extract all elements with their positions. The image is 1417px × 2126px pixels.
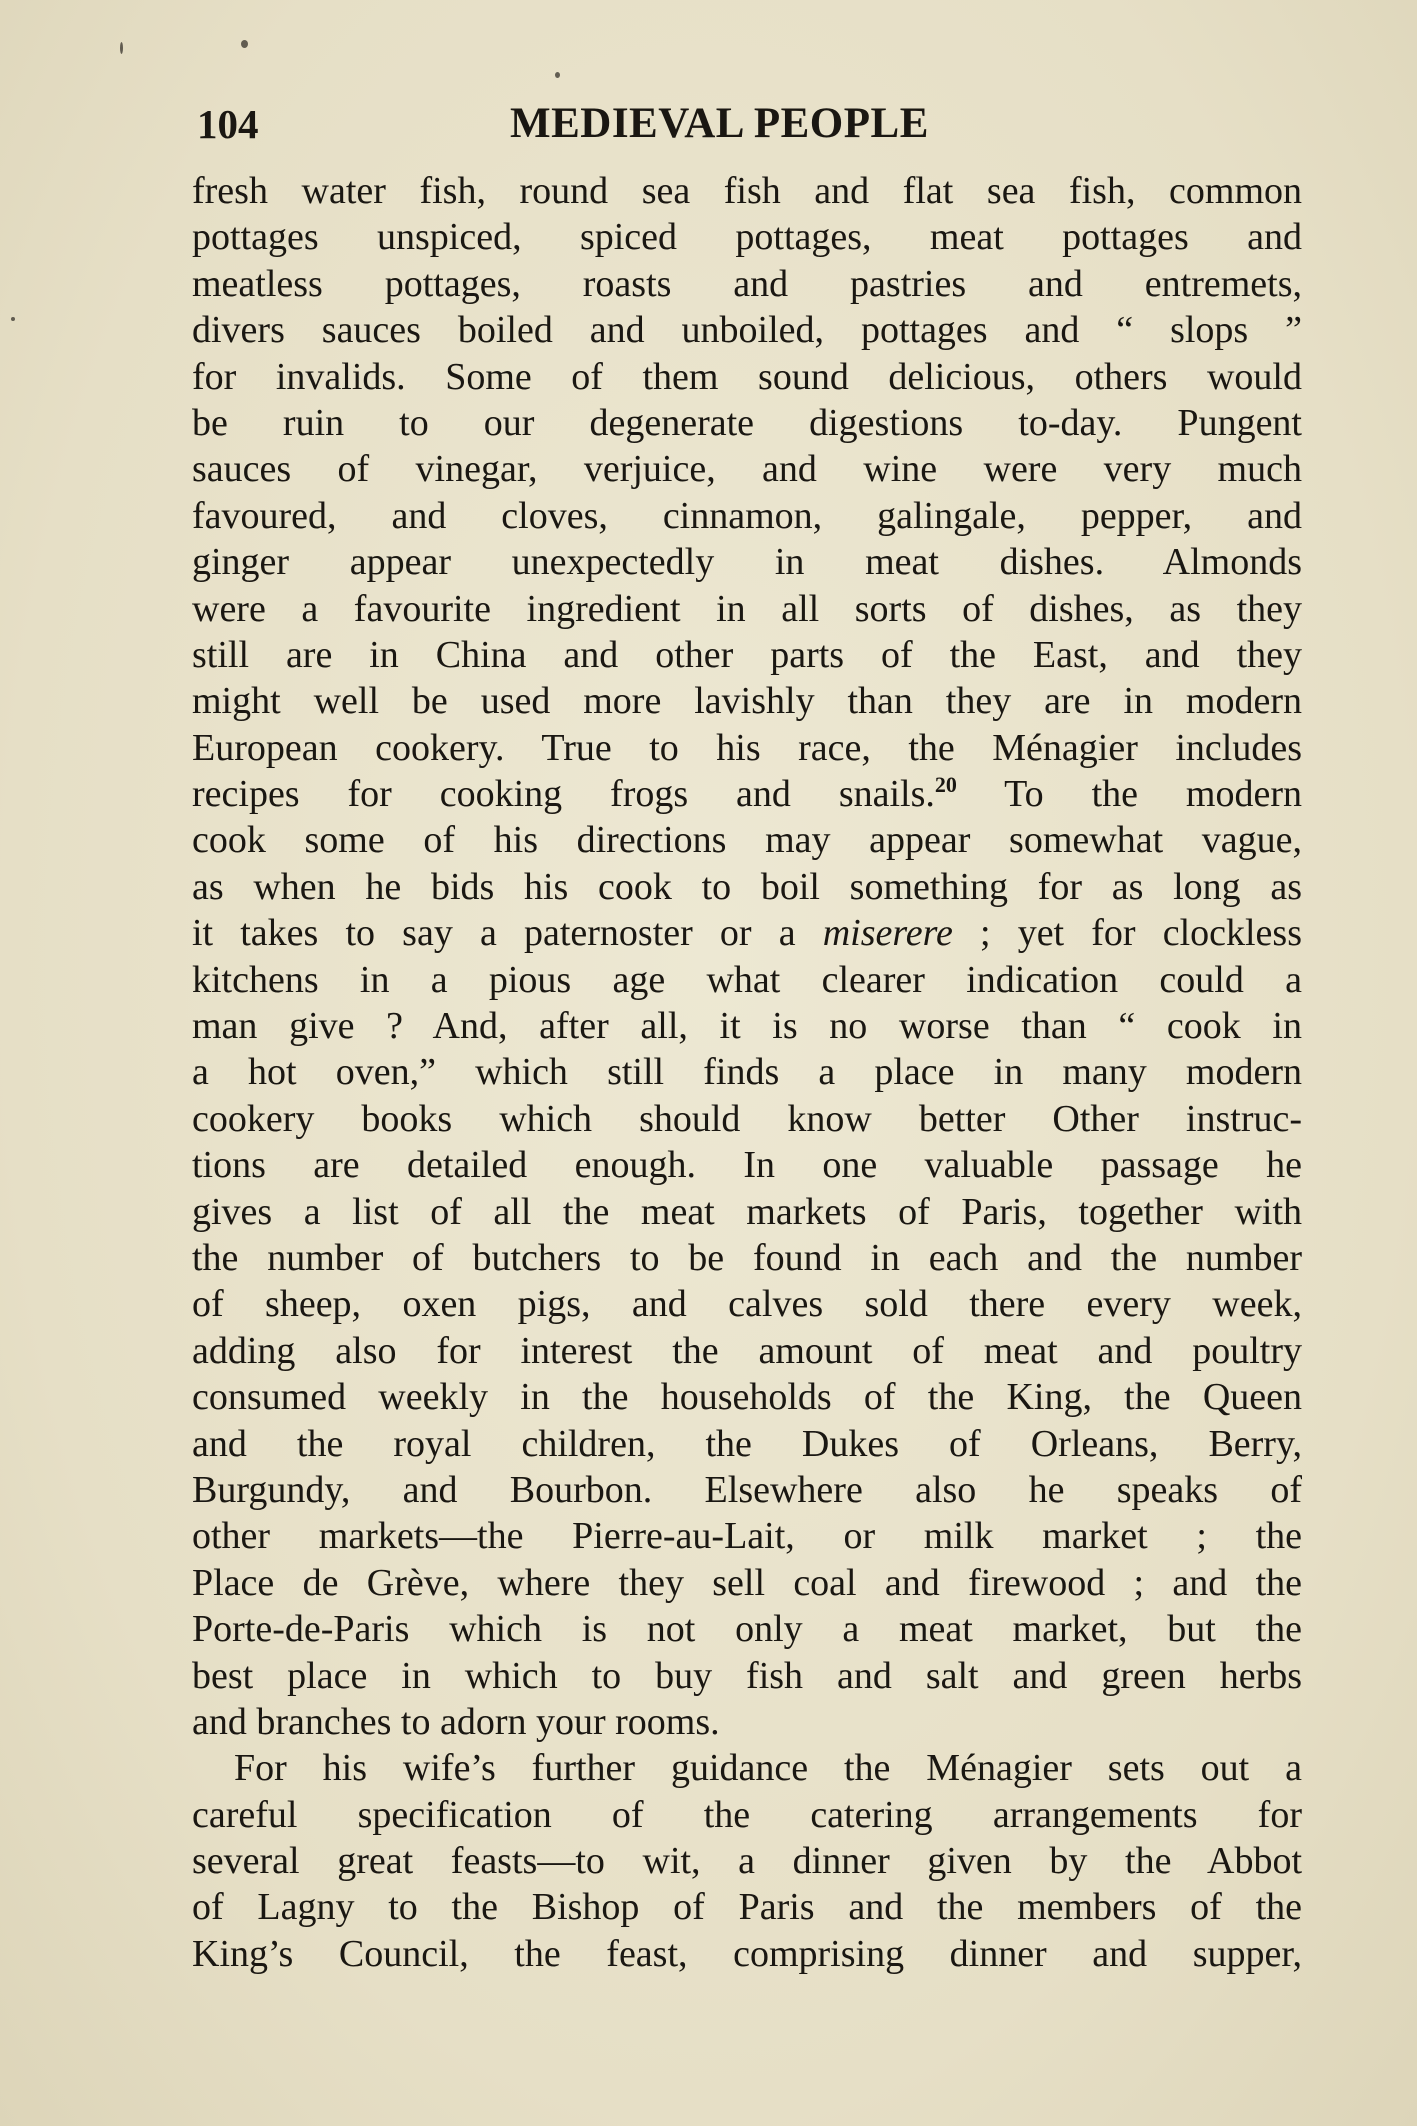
text-line-content: tions are detailed enough. In one valuable passage he	[192, 1144, 1302, 1187]
running-title: MEDIEVAL PEOPLE	[510, 100, 929, 147]
text-line-content: and the royal children, the Dukes of Orleans, Berry,	[192, 1422, 1302, 1465]
ink-speck	[120, 42, 123, 54]
text-line	[192, 1281, 1302, 1327]
page-number: 104	[197, 101, 259, 147]
text-line	[192, 632, 1302, 678]
text-line-content: meatless pottages, roasts and pastries and entremets,	[192, 262, 1302, 305]
text-line	[192, 957, 1302, 1003]
text-line-content: other markets—the Pierre-au-Lait, or milk market ; the	[192, 1515, 1302, 1558]
text-line-content: European cookery. True to his race, the Ménagier includes	[192, 726, 1302, 769]
text-line-content: the number of butchers to be found in each and the number	[192, 1236, 1302, 1279]
text-line	[192, 354, 1302, 400]
text-line	[192, 1142, 1302, 1188]
text-line-content: favoured, and cloves, cinnamon, galingale, pepper, and	[192, 494, 1302, 537]
text-line	[192, 1235, 1302, 1281]
page-header	[197, 96, 1303, 152]
text-line	[192, 1745, 1302, 1791]
text-line-content: Porte-de-Paris which is not only a meat market, but the	[192, 1608, 1302, 1651]
text-line-content: divers sauces boiled and unboiled, pottages and “ slops ”	[192, 309, 1302, 352]
ink-speck	[11, 317, 15, 321]
text-line-content: of sheep, oxen pigs, and calves sold there every week,	[192, 1283, 1302, 1326]
text-line	[192, 1513, 1302, 1559]
text-line	[192, 214, 1302, 260]
text-line-content: fresh water fish, round sea fish and flat sea fish, common	[192, 170, 1302, 212]
text-line-content: recipes for cooking frogs and snails.	[192, 773, 935, 816]
text-line-content: cook some of his directions may appear somewhat vague,	[192, 819, 1302, 862]
text-line-content: Burgundy, and Bourbon. Elsewhere also he speaks of	[192, 1468, 1302, 1511]
text-line	[192, 771, 1302, 817]
text-line	[192, 1884, 1302, 1930]
text-line-content: were a favourite ingredient in all sorts of dishes, as they	[192, 587, 1302, 630]
text-line-content: as when he bids his cook to boil something for as long as	[192, 865, 1302, 908]
text-line-content: it takes to say a paternoster or a	[192, 912, 823, 955]
text-line	[192, 1931, 1302, 1977]
ink-speck	[555, 72, 560, 78]
text-line	[192, 1049, 1302, 1095]
text-line	[192, 678, 1302, 724]
text-line	[192, 586, 1302, 632]
text-line-content: careful specification of the catering arrangements for	[192, 1793, 1302, 1836]
text-line	[192, 1838, 1302, 1884]
text-line-continuation: ; yet for clockless	[952, 912, 1302, 955]
text-line-content: ginger appear unexpectedly in meat dishes. Almonds	[192, 541, 1302, 584]
text-line	[192, 864, 1302, 910]
text-line	[192, 1467, 1302, 1513]
text-line-content: gives a list of all the meat markets of Paris, together with	[192, 1190, 1302, 1233]
footnote-reference: 20	[934, 772, 957, 798]
text-line	[192, 817, 1302, 863]
text-line	[192, 168, 1302, 214]
text-line	[192, 910, 1302, 956]
text-line	[192, 1560, 1302, 1606]
text-line	[192, 1003, 1302, 1049]
text-line-content: kitchens in a pious age what clearer indication could a	[192, 958, 1302, 1001]
text-line-content: and branches to adorn your rooms.	[192, 1700, 720, 1743]
text-line-content: several great feasts—to wit, a dinner given by the Abbot	[192, 1840, 1302, 1883]
text-line	[192, 1189, 1302, 1235]
italic-term: miserere	[822, 912, 953, 955]
text-line	[192, 1421, 1302, 1467]
text-line	[192, 1606, 1302, 1652]
text-line-content: sauces of vinegar, verjuice, and wine were very much	[192, 448, 1302, 491]
text-line-content: King’s Council, the feast, comprising dinner and supper,	[192, 1932, 1302, 1975]
text-line-content: consumed weekly in the households of the King, the Queen	[192, 1376, 1302, 1419]
body-text	[192, 168, 1302, 1977]
text-line-content: best place in which to buy fish and salt and green herbs	[192, 1654, 1302, 1697]
text-line	[192, 725, 1302, 771]
text-line-content: cookery books which should know better Other instruc-	[192, 1097, 1302, 1140]
text-line-content: For his wife’s further guidance the Ménagier sets out a	[234, 1747, 1302, 1790]
text-line-content: a hot oven,” which still finds a place in many modern	[192, 1051, 1302, 1094]
text-line	[192, 307, 1302, 353]
text-line	[192, 1792, 1302, 1838]
text-line	[192, 539, 1302, 585]
text-line-content: might well be used more lavishly than they are in modern	[192, 680, 1302, 723]
ink-speck	[241, 40, 248, 48]
text-line-content: adding also for interest the amount of meat and poultry	[192, 1329, 1302, 1372]
text-line-content: pottages unspiced, spiced pottages, meat pottages and	[192, 216, 1302, 259]
text-line	[192, 1374, 1302, 1420]
text-line	[192, 1328, 1302, 1374]
text-line-content: man give ? And, after all, it is no worse than “ cook in	[192, 1005, 1302, 1048]
text-line	[192, 1653, 1302, 1699]
text-line-continuation: To the modern	[956, 773, 1302, 816]
text-line-content: still are in China and other parts of the East, and they	[192, 633, 1302, 676]
text-line	[192, 1699, 1302, 1745]
text-line-content: be ruin to our degenerate digestions to-day. Pungent	[192, 401, 1302, 444]
text-line-content: of Lagny to the Bishop of Paris and the members of the	[192, 1886, 1302, 1929]
text-line	[192, 446, 1302, 492]
text-line-content: Place de Grève, where they sell coal and firewood ; and the	[192, 1561, 1302, 1604]
text-line	[192, 1096, 1302, 1142]
text-line	[192, 261, 1302, 307]
text-line	[192, 493, 1302, 539]
text-line	[192, 400, 1302, 446]
text-line-content: for invalids. Some of them sound delicious, others would	[192, 355, 1302, 398]
